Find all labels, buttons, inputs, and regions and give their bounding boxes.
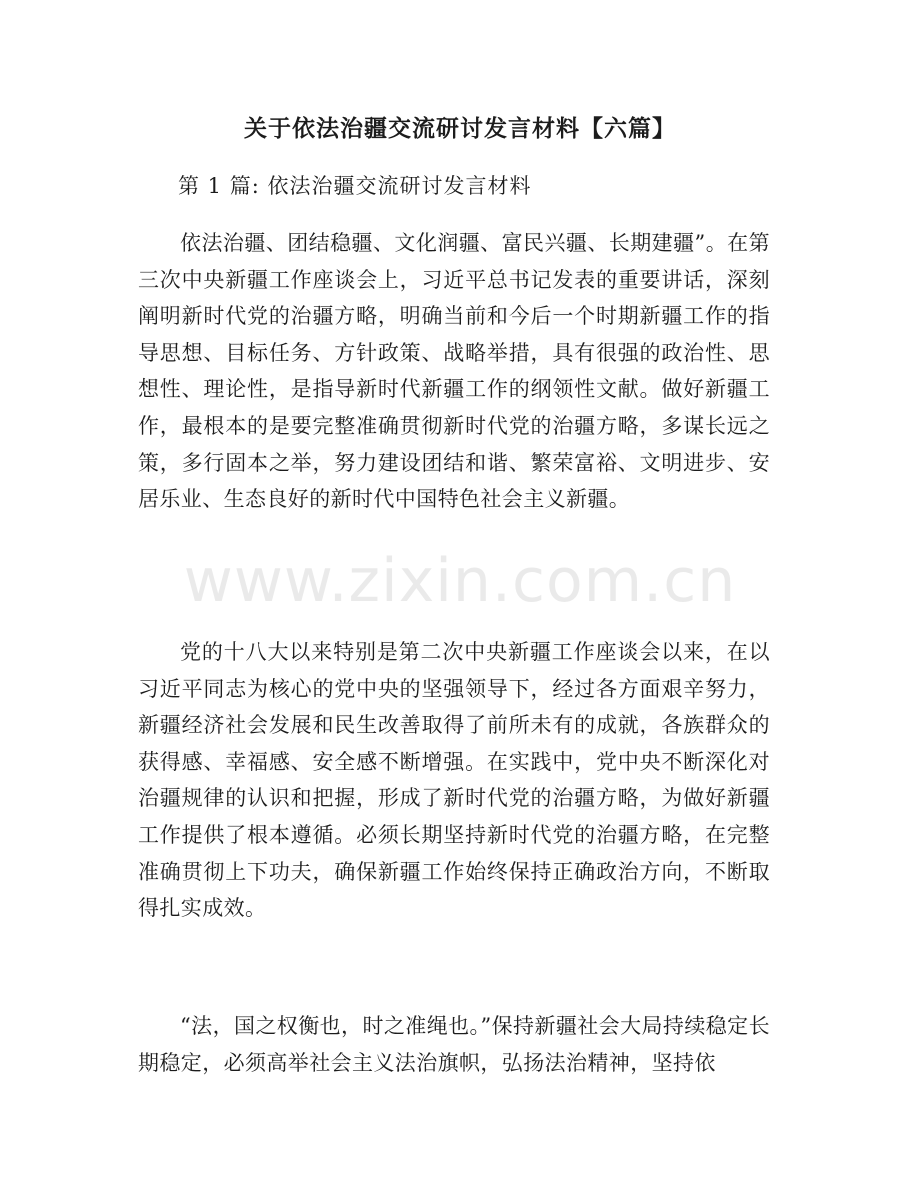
body-paragraph-1: 依法治疆、团结稳疆、文化润疆、富民兴疆、长期建疆”。在第三次中央新疆工作座谈会上，习近平总书记发表的重要讲话，深刻阐明新时代党的治疆方略，明确当前和今后一个时期新疆工作的指导思想、目标任务、方针政策、战略举措，具有很强的政治性、思想性、理论性，是指导新时代新疆工作的纲领性文献。做好新疆工作，最根本的是要完整准确贯彻新时代党的治疆方略，多谋长远之策，多行固本之举，努力建设团结和谐、繁荣富裕、文明进步、安居乐业、生态良好的新时代中国特色社会主义新疆。 (138, 231, 770, 512)
section-heading: 第 1 篇: 依法治疆交流研讨发言材料 (178, 174, 532, 198)
document-title: 关于依法治疆交流研讨发言材料【六篇】 (244, 115, 676, 142)
watermark: www.zixin.com.cn (183, 546, 737, 616)
body-paragraph-3: “法，国之权衡也，时之准绳也。”保持新疆社会大局持续稳定长期稳定，必须高举社会主义法治旗帜，弘扬法治精神，坚持依 (138, 1014, 770, 1075)
body-paragraph-2: 党的十八大以来特别是第二次中央新疆工作座谈会以来，在以习近平同志为核心的党中央的坚强领导下，经过各方面艰辛努力，新疆经济社会发展和民生改善取得了前所未有的成就，各族群众的获得感、幸福感、安全感不断增强。在实践中，党中央不断深化对治疆规律的认识和把握，形成了新时代党的治疆方略，为做好新疆工作提供了根本遵循。必须长期坚持新时代党的治疆方略，在完整准确贯彻上下功夫，确保新疆工作始终保持正确政治方向，不断取得扎实成效。 (138, 640, 770, 921)
